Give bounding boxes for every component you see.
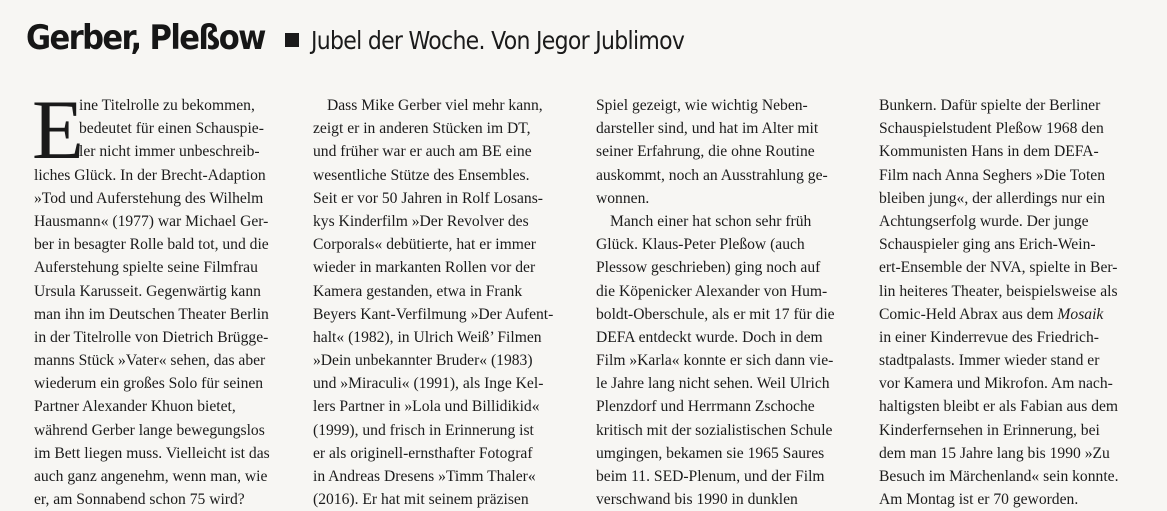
text-line: Hausmann« (1977) war Michael Ger- bbox=[34, 212, 269, 230]
text-line: und »Miraculi« (1991), als Inge Kel- bbox=[313, 375, 544, 393]
text-line: er als originell-ernsthafter Fotograf bbox=[313, 444, 533, 462]
text-line: beim 11. SED-Plenum, und der Film bbox=[596, 468, 825, 485]
column-3-text-part-1 bbox=[596, 94, 856, 210]
text-line: man ihn im Deutschen Theater Berlin bbox=[34, 305, 269, 323]
article-column-3 bbox=[596, 94, 856, 511]
column-2-text bbox=[313, 94, 573, 511]
text-line: manns Stück »Vater« sehen, das aber bbox=[34, 352, 266, 370]
drop-cap: E bbox=[32, 83, 84, 177]
text-line: (2016). Er hat mit seinem präzisen bbox=[313, 491, 529, 509]
text-line: bleiben jung«, der allerdings nur ein bbox=[879, 189, 1106, 207]
text-line: halt« (1982), in Ulrich Weiß’ Filmen bbox=[313, 328, 542, 346]
text-line: haltigsten bleibt er als Fabian aus dem bbox=[879, 398, 1119, 416]
text-line: liches Glück. In der Brecht-Adaption bbox=[34, 166, 266, 184]
text-line: (1999), und frisch in Erinnerung ist bbox=[313, 421, 534, 439]
text-line: Dass Mike Gerber viel mehr kann, bbox=[327, 97, 543, 114]
text-line: Kamera gestanden, etwa in Frank bbox=[313, 282, 523, 300]
text-line: »Tod und Auferstehung des Wilhelm bbox=[34, 189, 264, 207]
text-line: seiner Erfahrung, die ohne Routine bbox=[596, 143, 815, 161]
text-line: Schauspieler ging ans Erich-Wein- bbox=[879, 236, 1096, 254]
text-line: während Gerber lange bewegungslos bbox=[34, 421, 265, 439]
text-line: Schauspielstudent Pleßow 1968 den bbox=[879, 120, 1104, 138]
text-line: ber in besagter Rolle bald tot, und die bbox=[34, 236, 269, 254]
headline-subtitle: Jubel der Woche. Von Jegor Jublimov bbox=[311, 26, 685, 55]
text-line: Kommunisten Hans in dem DEFA- bbox=[879, 143, 1099, 161]
text-line: Film »Karla« konnte er sich dann vie- bbox=[596, 352, 834, 370]
text-line: Bunkern. Dafür spielte der Berliner bbox=[879, 97, 1101, 114]
text-line: zeigt er in anderen Stücken im DT, bbox=[313, 120, 531, 138]
text-line: stadtpalasts. Immer wieder stand er bbox=[879, 352, 1100, 370]
text-line: Comic-Held Abrax aus dem Mosaik bbox=[879, 305, 1104, 323]
text-line: ine Titelrolle zu bekommen, bbox=[79, 97, 255, 114]
text-line: kys Kinderfilm »Der Revolver des bbox=[313, 212, 529, 230]
text-line: Besuch im Märchenland« sein konnte. bbox=[879, 468, 1119, 485]
text-line: wonnen. bbox=[596, 189, 650, 207]
text-line: auskommt, noch an Ausstrahlung ge- bbox=[596, 166, 828, 184]
text-line: Partner Alexander Khuon bietet, bbox=[34, 398, 236, 416]
article-column-4 bbox=[879, 94, 1139, 511]
text-line: in der Titelrolle von Dietrich Brügge- bbox=[34, 328, 269, 346]
text-line: wieder in markanten Rollen vor der bbox=[313, 259, 536, 277]
text-line: Plessow geschrieben) ging noch auf bbox=[596, 259, 821, 277]
headline bbox=[26, 18, 735, 62]
text-line: Plenzdorf und Herrmann Zschoche bbox=[596, 398, 815, 416]
text-line: Glück. Klaus-Peter Pleßow (auch bbox=[596, 236, 805, 254]
column-3-text-part-2 bbox=[596, 210, 856, 511]
text-line: und früher war er auch am BE eine bbox=[313, 143, 532, 161]
text-line: wesentliche Stütze des Ensembles. bbox=[313, 166, 530, 184]
text-line: lin heiteres Theater, beispielsweise als bbox=[879, 282, 1118, 300]
text-line: dem man 15 Jahre lang bis 1990 »Zu bbox=[879, 444, 1110, 462]
headline-names: Gerber, Pleßow bbox=[26, 18, 265, 58]
text-line: boldt-Oberschule, als er mit 17 für die bbox=[596, 305, 835, 323]
text-line: ler nicht immer unbeschreib- bbox=[79, 143, 260, 161]
article-column-2 bbox=[313, 94, 573, 511]
text-line: auch ganz angenehm, wenn man, wie bbox=[34, 468, 268, 485]
text-line: DEFA entdeckt wurde. Doch in dem bbox=[596, 328, 823, 346]
text-line: umgingen, bekamen sie 1965 Saures bbox=[596, 444, 825, 462]
headline-separator-square bbox=[285, 33, 299, 47]
text-line: die Köpenicker Alexander von Hum- bbox=[596, 282, 828, 300]
column-4-text bbox=[879, 94, 1139, 511]
text-line: im Bett liegen muss. Vielleicht ist das bbox=[34, 444, 270, 462]
text-line: er, am Sonnabend schon 75 wird? bbox=[34, 491, 245, 509]
text-line: in einer Kinderrevue des Friedrich- bbox=[879, 328, 1099, 346]
text-line: Seit er vor 50 Jahren in Rolf Losans- bbox=[313, 189, 543, 207]
text-line: vor Kamera und Mikrofon. Am nach- bbox=[879, 375, 1113, 393]
text-line: Kinderfernsehen in Erinnerung, bei bbox=[879, 421, 1100, 439]
text-line: verschwand bis 1990 in dunklen bbox=[596, 491, 798, 509]
text-line: darsteller sind, und hat im Alter mit bbox=[596, 120, 819, 138]
text-line: wiederum ein großes Solo für seinen bbox=[34, 375, 264, 393]
text-line: Film nach Anna Seghers »Die Toten bbox=[879, 166, 1105, 184]
text-line: Corporals« debütierte, hat er immer bbox=[313, 236, 537, 254]
article-column-1 bbox=[32, 83, 294, 511]
text-line: kritisch mit der sozialistischen Schule bbox=[596, 421, 833, 439]
text-line: Ursula Karusseit. Gegenwärtig kann bbox=[34, 282, 261, 300]
text-line: in Andreas Dresens »Timm Thaler« bbox=[313, 468, 536, 485]
text-line: Spiel gezeigt, wie wichtig Neben- bbox=[596, 97, 808, 114]
text-line: le Jahre lang nicht sehen. Weil Ulrich bbox=[596, 375, 830, 393]
text-line: ert-Ensemble der NVA, spielte in Ber- bbox=[879, 259, 1118, 277]
text-line: lers Partner in »Lola und Billidikid« bbox=[313, 398, 540, 416]
text-line: Am Montag ist er 70 geworden. bbox=[879, 491, 1079, 509]
text-line: Manch einer hat schon sehr früh bbox=[610, 212, 812, 230]
text-line: »Dein unbekannter Bruder« (1983) bbox=[313, 352, 533, 370]
text-line: Achtungserfolg wurde. Der junge bbox=[879, 212, 1089, 230]
text-line: Beyers Kant-Verfilmung »Der Aufent- bbox=[313, 305, 554, 323]
text-line: Auferstehung spielte seine Filmfrau bbox=[34, 259, 258, 277]
text-line: bedeutet für einen Schauspie- bbox=[79, 120, 264, 138]
